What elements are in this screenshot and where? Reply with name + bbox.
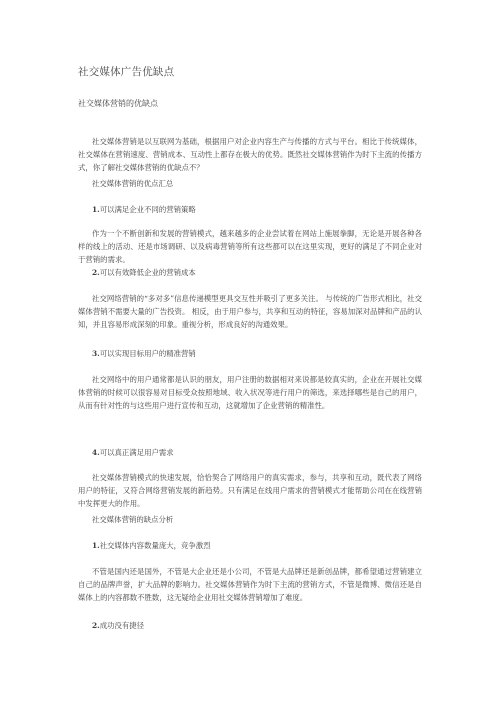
intro-paragraph: 社交媒体营销是以互联网为基础，根据用户对企业内容生产与传播的方式与平台。相比于传统媒体，社交媒体在营销速度、营销成本、互动性上都存在极大的优势。既然社交媒体营销作为时下主流的传播方式，你了解社交媒体营销的优缺点不？	[78, 137, 422, 172]
point-3-body: 社交网络中的用户通常都是认识的朋友，用户注册的数据相对来说都是较真实的，企业在开展社交媒体营销的时候可以很容易对目标受众按照地域、收入状况等进行用户的筛选，来选择哪些是自己的用户，从而有针对性的与这些用户进行宣传和互动，这就增加了企业营销的精准性。	[78, 375, 422, 410]
weak-point-1-heading	[92, 540, 211, 553]
weak-point-1-body: 不管是国内还是国外，不管是大企业还是小公司，不管是大品牌还是新创品牌，都希望通过营销建立自己的品牌声誉，扩大品牌的影响力。社交媒体营销作为时下主流的营销方式，不管是微博、微信还是自媒体上的内容都数不胜数，这无疑给企业用社交媒体营销增加了难度。	[78, 567, 422, 602]
point-4-heading	[92, 447, 174, 460]
point-3-number: 3.	[92, 349, 100, 358]
point-4-body: 社交媒体营销模式的快速发展，恰恰契合了网络用户的真实需求，参与，共享和互动，既代表了网络用户的特征，又符合网络营销发展的新趋势。只有满足在线用户需求的营销模式才能帮助公司在在线营销中发挥更大的作用。	[78, 473, 422, 508]
point-1-number: 1.	[92, 205, 100, 214]
point-2-number: 2.	[92, 268, 100, 277]
weak-point-2-heading-text: 成功没有捷径	[99, 621, 145, 630]
weak-point-1-number: 1.	[92, 541, 100, 550]
point-2-body: 社交网络营销的“多对多”信息传递模型更具交互性并吸引了更多关注。 与传统的广告形式相比，社交媒体营销不需要大量的广告投资。 相反，由于用户参与，共享和互动的特征，容易加深对品牌和产品的认知，并且容易形成深刻的印象。重视分析，形成良好的沟通效果。	[78, 294, 422, 329]
point-3-heading-text: 可以实现目标用户的精准营销	[99, 349, 196, 358]
point-1-heading-text: 可以满足企业不同的营销策略	[99, 205, 196, 214]
document-title: 社交媒体广告优缺点	[78, 66, 175, 78]
point-3-heading	[92, 348, 196, 361]
weak-point-1-heading-text: 社交媒体内容数量庞大，竞争激烈	[99, 541, 211, 550]
advantages-heading: 社交媒体营销的优点汇总	[92, 179, 174, 188]
weak-point-2-heading	[92, 620, 144, 633]
weak-point-2-number: 2.	[92, 621, 100, 630]
point-1-body: 作为一个不断创新和发展的营销模式，越来越多的企业尝试着在网站上施展拳脚，无论是开展各种各样的线上的活动、还是市场调研、以及病毒营销等所有这些都可以在这里实现，更好的满足了不同企业对于营销的需求。	[78, 229, 422, 264]
point-2-heading	[92, 267, 196, 280]
point-4-number: 4.	[92, 448, 100, 457]
point-2-heading-text: 可以有效降低企业的营销成本	[99, 268, 196, 277]
document-subtitle: 社交媒体营销的优缺点	[78, 99, 158, 108]
disadvantages-heading: 社交媒体营销的缺点分析	[92, 515, 174, 524]
point-1-heading	[92, 204, 196, 217]
point-4-heading-text: 可以真正满足用户需求	[99, 448, 174, 457]
